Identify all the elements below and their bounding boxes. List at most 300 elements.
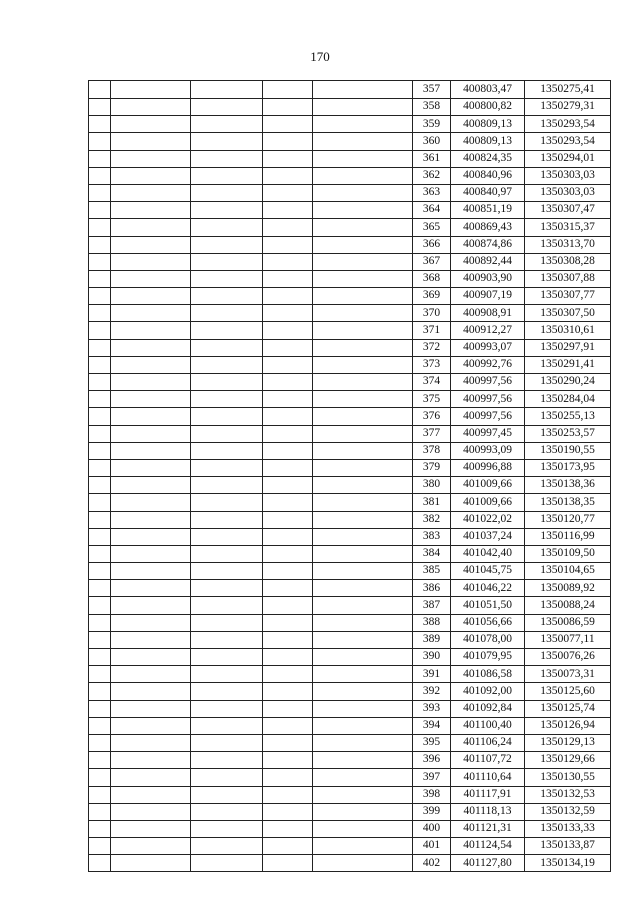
empty-cell [191,803,263,820]
y-coordinate-cell: 1350297,91 [525,339,611,356]
empty-cell [313,511,413,528]
empty-cell [191,288,263,305]
point-number-cell: 370 [413,305,451,322]
empty-cell [111,202,191,219]
empty-cell [111,494,191,511]
empty-cell [263,253,313,270]
empty-cell [111,511,191,528]
empty-cell [111,683,191,700]
y-coordinate-cell: 1350190,55 [525,442,611,459]
empty-cell [313,253,413,270]
empty-cell [263,786,313,803]
empty-cell [263,425,313,442]
y-coordinate-cell: 1350076,26 [525,649,611,666]
x-coordinate-cell: 401121,31 [451,820,525,837]
table-row [89,288,611,305]
empty-cell [191,820,263,837]
empty-cell [89,752,111,769]
empty-cell [313,597,413,614]
y-coordinate-cell: 1350291,41 [525,356,611,373]
y-coordinate-cell: 1350077,11 [525,631,611,648]
table-row [89,150,611,167]
table-row [89,305,611,322]
empty-cell [191,855,263,872]
y-coordinate-cell: 1350126,94 [525,717,611,734]
y-coordinate-cell: 1350133,33 [525,820,611,837]
x-coordinate-cell: 401086,58 [451,666,525,683]
y-coordinate-cell: 1350132,53 [525,786,611,803]
y-coordinate-cell: 1350120,77 [525,511,611,528]
empty-cell [313,202,413,219]
empty-cell [263,734,313,751]
x-coordinate-cell: 400912,27 [451,322,525,339]
empty-cell [191,270,263,287]
y-coordinate-cell: 1350133,87 [525,838,611,855]
empty-cell [313,116,413,133]
empty-cell [191,838,263,855]
empty-cell [89,459,111,476]
table-row [89,99,611,116]
empty-cell [191,769,263,786]
empty-cell [191,202,263,219]
point-number-cell: 368 [413,270,451,287]
point-number-cell: 393 [413,700,451,717]
empty-cell [263,563,313,580]
point-number-cell: 387 [413,597,451,614]
empty-cell [111,649,191,666]
y-coordinate-cell: 1350303,03 [525,167,611,184]
empty-cell [191,391,263,408]
table-row [89,838,611,855]
x-coordinate-cell: 401127,80 [451,855,525,872]
empty-cell [111,184,191,201]
x-coordinate-cell: 401124,54 [451,838,525,855]
empty-cell [89,184,111,201]
empty-cell [89,133,111,150]
empty-cell [191,545,263,562]
empty-cell [263,374,313,391]
x-coordinate-cell: 400907,19 [451,288,525,305]
empty-cell [111,700,191,717]
empty-cell [313,580,413,597]
empty-cell [313,425,413,442]
empty-cell [89,116,111,133]
y-coordinate-cell: 1350104,65 [525,563,611,580]
empty-cell [111,288,191,305]
point-number-cell: 366 [413,236,451,253]
y-coordinate-cell: 1350253,57 [525,425,611,442]
empty-cell [263,838,313,855]
empty-cell [313,81,413,99]
empty-cell [263,167,313,184]
empty-cell [111,528,191,545]
empty-cell [263,236,313,253]
point-number-cell: 400 [413,820,451,837]
point-number-cell: 402 [413,855,451,872]
point-number-cell: 363 [413,184,451,201]
empty-cell [111,219,191,236]
point-number-cell: 386 [413,580,451,597]
table-row [89,81,611,99]
page-number: 170 [310,49,330,64]
y-coordinate-cell: 1350125,74 [525,700,611,717]
empty-cell [111,769,191,786]
y-coordinate-cell: 1350310,61 [525,322,611,339]
empty-cell [191,219,263,236]
y-coordinate-cell: 1350086,59 [525,614,611,631]
empty-cell [191,322,263,339]
empty-cell [111,150,191,167]
y-coordinate-cell: 1350089,92 [525,580,611,597]
table-row [89,116,611,133]
x-coordinate-cell: 400992,76 [451,356,525,373]
empty-cell [313,717,413,734]
table-row [89,803,611,820]
empty-cell [263,528,313,545]
empty-cell [191,752,263,769]
y-coordinate-cell: 1350255,13 [525,408,611,425]
empty-cell [263,614,313,631]
empty-cell [191,167,263,184]
y-coordinate-cell: 1350138,35 [525,494,611,511]
y-coordinate-cell: 1350129,13 [525,734,611,751]
point-number-cell: 388 [413,614,451,631]
empty-cell [263,477,313,494]
empty-cell [191,683,263,700]
y-coordinate-cell: 1350279,31 [525,99,611,116]
x-coordinate-cell: 400997,56 [451,374,525,391]
y-coordinate-cell: 1350134,19 [525,855,611,872]
point-number-cell: 361 [413,150,451,167]
empty-cell [111,253,191,270]
empty-cell [263,820,313,837]
empty-cell [89,442,111,459]
empty-cell [263,545,313,562]
x-coordinate-cell: 400993,09 [451,442,525,459]
table-row [89,202,611,219]
empty-cell [263,683,313,700]
empty-cell [89,545,111,562]
empty-cell [263,391,313,408]
empty-cell [313,184,413,201]
empty-cell [191,425,263,442]
x-coordinate-cell: 400840,97 [451,184,525,201]
empty-cell [89,580,111,597]
point-number-cell: 391 [413,666,451,683]
empty-cell [313,236,413,253]
table-row [89,511,611,528]
point-number-cell: 375 [413,391,451,408]
empty-cell [89,820,111,837]
empty-cell [191,339,263,356]
empty-cell [263,631,313,648]
empty-cell [111,477,191,494]
empty-cell [313,150,413,167]
table-row [89,477,611,494]
empty-cell [89,391,111,408]
x-coordinate-cell: 401118,13 [451,803,525,820]
empty-cell [313,477,413,494]
point-number-cell: 383 [413,528,451,545]
table-row [89,597,611,614]
empty-cell [89,219,111,236]
empty-cell [191,459,263,476]
empty-cell [89,494,111,511]
empty-cell [263,150,313,167]
point-number-cell: 396 [413,752,451,769]
empty-cell [313,167,413,184]
point-number-cell: 399 [413,803,451,820]
point-number-cell: 365 [413,219,451,236]
y-coordinate-cell: 1350073,31 [525,666,611,683]
point-number-cell: 369 [413,288,451,305]
empty-cell [89,649,111,666]
table-row [89,494,611,511]
x-coordinate-cell: 400993,07 [451,339,525,356]
empty-cell [89,167,111,184]
point-number-cell: 394 [413,717,451,734]
point-number-cell: 358 [413,99,451,116]
point-number-cell: 372 [413,339,451,356]
x-coordinate-cell: 400800,82 [451,99,525,116]
empty-cell [263,803,313,820]
empty-cell [313,752,413,769]
x-coordinate-cell: 401079,95 [451,649,525,666]
empty-cell [111,459,191,476]
empty-cell [263,288,313,305]
empty-cell [89,717,111,734]
empty-cell [111,339,191,356]
x-coordinate-cell: 401107,72 [451,752,525,769]
y-coordinate-cell: 1350129,66 [525,752,611,769]
y-coordinate-cell: 1350290,24 [525,374,611,391]
y-coordinate-cell: 1350088,24 [525,597,611,614]
empty-cell [313,838,413,855]
empty-cell [111,391,191,408]
table-row [89,322,611,339]
point-number-cell: 385 [413,563,451,580]
point-number-cell: 364 [413,202,451,219]
y-coordinate-cell: 1350109,50 [525,545,611,562]
empty-cell [111,322,191,339]
table-row [89,236,611,253]
x-coordinate-cell: 401051,50 [451,597,525,614]
empty-cell [263,752,313,769]
empty-cell [263,855,313,872]
table-row [89,270,611,287]
empty-cell [263,356,313,373]
table-row [89,666,611,683]
empty-cell [89,236,111,253]
y-coordinate-cell: 1350313,70 [525,236,611,253]
empty-cell [313,855,413,872]
y-coordinate-cell: 1350308,28 [525,253,611,270]
x-coordinate-cell: 400803,47 [451,81,525,99]
empty-cell [313,666,413,683]
table-row [89,408,611,425]
table-row [89,339,611,356]
y-coordinate-cell: 1350130,55 [525,769,611,786]
x-coordinate-cell: 401046,22 [451,580,525,597]
empty-cell [89,253,111,270]
x-coordinate-cell: 400908,91 [451,305,525,322]
x-coordinate-cell: 400869,43 [451,219,525,236]
y-coordinate-cell: 1350307,88 [525,270,611,287]
x-coordinate-cell: 400809,13 [451,116,525,133]
table-row [89,614,611,631]
x-coordinate-cell: 401117,91 [451,786,525,803]
empty-cell [111,614,191,631]
empty-cell [111,116,191,133]
empty-cell [111,752,191,769]
empty-cell [111,666,191,683]
table-row [89,769,611,786]
empty-cell [111,838,191,855]
empty-cell [191,442,263,459]
empty-cell [89,838,111,855]
empty-cell [89,270,111,287]
x-coordinate-cell: 400997,56 [451,408,525,425]
empty-cell [313,631,413,648]
point-number-cell: 397 [413,769,451,786]
empty-cell [313,219,413,236]
y-coordinate-cell: 1350284,04 [525,391,611,408]
empty-cell [89,631,111,648]
empty-cell [191,184,263,201]
empty-cell [313,563,413,580]
empty-cell [191,150,263,167]
point-number-cell: 401 [413,838,451,855]
point-number-cell: 379 [413,459,451,476]
empty-cell [263,408,313,425]
empty-cell [111,356,191,373]
empty-cell [313,803,413,820]
empty-cell [89,803,111,820]
empty-cell [111,786,191,803]
empty-cell [313,339,413,356]
empty-cell [111,167,191,184]
x-coordinate-cell: 400996,88 [451,459,525,476]
empty-cell [89,202,111,219]
empty-cell [191,666,263,683]
table-row [89,442,611,459]
point-number-cell: 371 [413,322,451,339]
point-number-cell: 390 [413,649,451,666]
x-coordinate-cell: 400874,86 [451,236,525,253]
x-coordinate-cell: 401056,66 [451,614,525,631]
table-row [89,649,611,666]
empty-cell [89,855,111,872]
x-coordinate-cell: 401022,02 [451,511,525,528]
empty-cell [263,116,313,133]
empty-cell [89,305,111,322]
empty-cell [191,649,263,666]
point-number-cell: 384 [413,545,451,562]
empty-cell [89,614,111,631]
empty-cell [313,133,413,150]
point-number-cell: 374 [413,374,451,391]
y-coordinate-cell: 1350293,54 [525,133,611,150]
empty-cell [263,459,313,476]
empty-cell [263,81,313,99]
empty-cell [111,133,191,150]
empty-cell [111,803,191,820]
empty-cell [313,305,413,322]
empty-cell [191,700,263,717]
x-coordinate-cell: 400892,44 [451,253,525,270]
y-coordinate-cell: 1350303,03 [525,184,611,201]
empty-cell [191,614,263,631]
empty-cell [191,408,263,425]
point-number-cell: 360 [413,133,451,150]
y-coordinate-cell: 1350307,47 [525,202,611,219]
empty-cell [191,305,263,322]
empty-cell [313,683,413,700]
empty-cell [263,511,313,528]
point-number-cell: 362 [413,167,451,184]
point-number-cell: 392 [413,683,451,700]
empty-cell [313,442,413,459]
point-number-cell: 377 [413,425,451,442]
empty-cell [89,339,111,356]
empty-cell [313,700,413,717]
empty-cell [263,769,313,786]
empty-cell [191,597,263,614]
empty-cell [263,442,313,459]
empty-cell [263,649,313,666]
empty-cell [111,425,191,442]
table-row [89,734,611,751]
table-row [89,631,611,648]
empty-cell [89,288,111,305]
table-row [89,563,611,580]
y-coordinate-cell: 1350294,01 [525,150,611,167]
table-row [89,545,611,562]
empty-cell [89,511,111,528]
empty-cell [191,528,263,545]
empty-cell [313,649,413,666]
point-number-cell: 381 [413,494,451,511]
empty-cell [89,769,111,786]
table-row [89,219,611,236]
x-coordinate-cell: 401100,40 [451,717,525,734]
empty-cell [263,99,313,116]
empty-cell [89,700,111,717]
y-coordinate-cell: 1350275,41 [525,81,611,99]
x-coordinate-cell: 401009,66 [451,494,525,511]
empty-cell [263,219,313,236]
x-coordinate-cell: 401042,40 [451,545,525,562]
table-row [89,253,611,270]
empty-cell [111,408,191,425]
empty-cell [89,683,111,700]
point-number-cell: 367 [413,253,451,270]
table-row [89,356,611,373]
empty-cell [263,494,313,511]
empty-cell [89,374,111,391]
empty-cell [111,597,191,614]
x-coordinate-cell: 401009,66 [451,477,525,494]
empty-cell [191,116,263,133]
empty-cell [191,511,263,528]
empty-cell [263,597,313,614]
point-number-cell: 398 [413,786,451,803]
empty-cell [111,374,191,391]
point-number-cell: 357 [413,81,451,99]
empty-cell [313,356,413,373]
table-row [89,425,611,442]
empty-cell [191,374,263,391]
